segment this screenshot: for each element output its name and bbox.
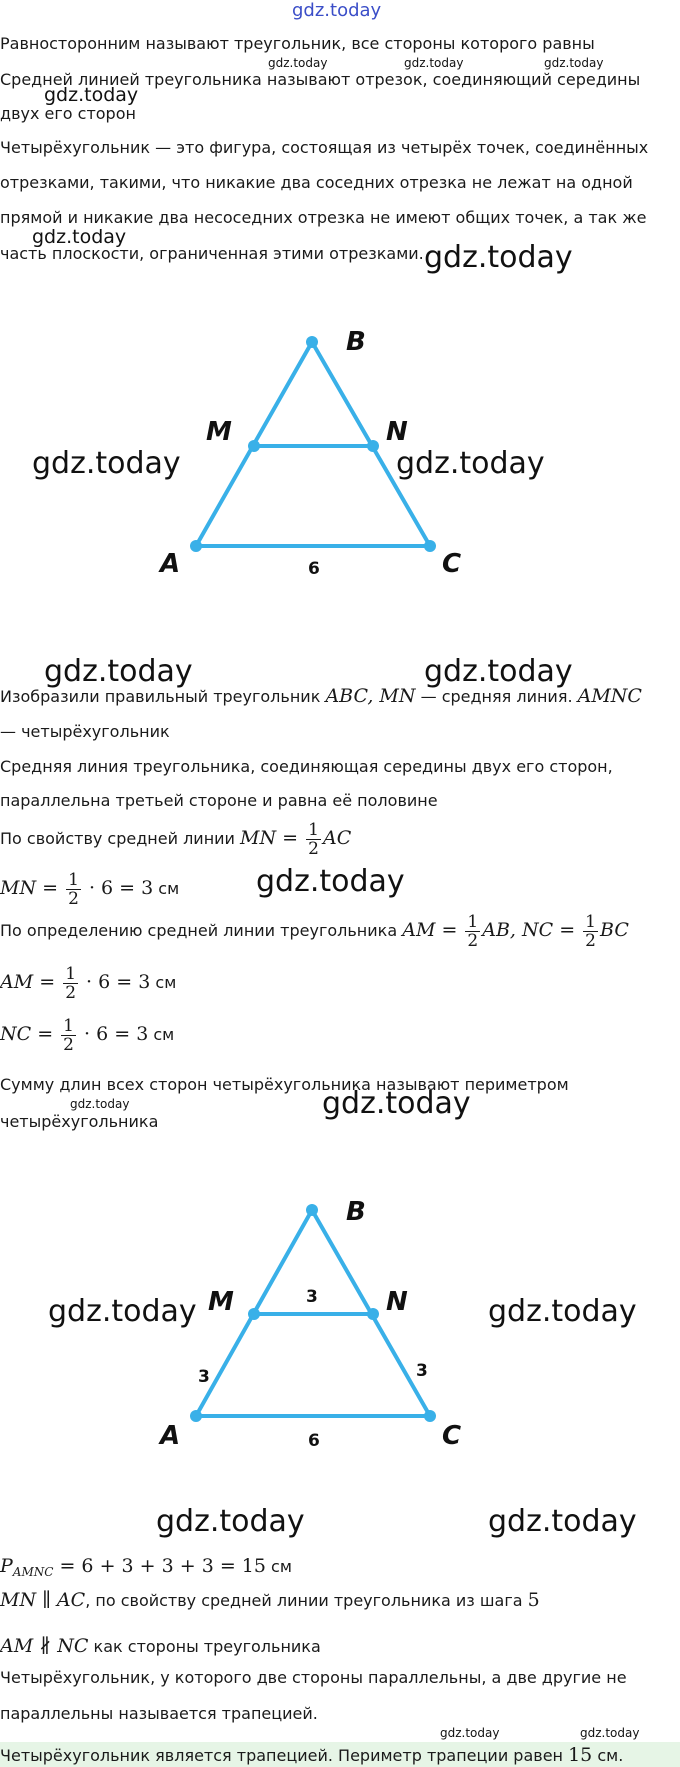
definition-quadrilateral-4: часть плоскости, ограниченная этими отрезками. bbox=[0, 244, 424, 263]
watermark: gdz.today bbox=[256, 864, 405, 899]
formula-nc-value: NC = $\frac{1}{2}$ · 6 = 3 см bbox=[0, 1016, 175, 1055]
watermark: gdz.today bbox=[488, 1294, 637, 1329]
watermark: gdz.today bbox=[404, 56, 464, 70]
watermark: gdz.today bbox=[32, 446, 181, 481]
vertex-m-label: M bbox=[208, 1287, 234, 1317]
watermark: gdz.today bbox=[424, 654, 573, 689]
definition-quadrilateral-3: прямой и никакие два несоседних отрезка не имеют общих точек, а так же bbox=[0, 208, 647, 227]
formula-am-value: AM = $\frac{1}{2}$ · 6 = 3 см bbox=[0, 964, 177, 1003]
vertex-a-label: A bbox=[160, 549, 181, 579]
watermark: gdz.today bbox=[580, 1726, 640, 1740]
watermark: gdz.today bbox=[322, 1086, 471, 1121]
perimeter-definition: Сумму длин всех сторон четырёхугольника называют периметром bbox=[0, 1075, 569, 1094]
side-am-label: 3 bbox=[198, 1367, 210, 1387]
midline-property-cont: параллельна третьей стороне и равна её половине bbox=[0, 791, 438, 810]
definition-midline-cont: двух его сторон bbox=[0, 104, 136, 123]
side-mn-label: 3 bbox=[306, 1287, 318, 1307]
vertex-b-label: B bbox=[346, 327, 366, 357]
perimeter-definition-cont: четырёхугольника bbox=[0, 1112, 159, 1131]
formula-mn-ac: По свойству средней линии MN = $\frac{1}{2}$ AC bbox=[0, 820, 352, 859]
vertex-c-label: C bbox=[442, 549, 462, 579]
definition-quadrilateral-2: отрезками, такими, что никакие два соседних отрезка не лежат на одной bbox=[0, 173, 633, 192]
vertex-b-label: B bbox=[346, 1197, 366, 1227]
watermark: gdz.today bbox=[32, 226, 127, 248]
midline-property: Средняя линия треугольника, соединяющая середины двух его сторон, bbox=[0, 757, 613, 776]
vertex-m-label: M bbox=[206, 417, 232, 447]
watermark: gdz.today bbox=[488, 1504, 637, 1539]
watermark: gdz.today bbox=[44, 84, 139, 106]
step-drawing-cont: — четырёхугольник bbox=[0, 722, 170, 741]
watermark: gdz.today bbox=[268, 56, 328, 70]
watermark: gdz.today bbox=[292, 0, 382, 21]
definition-midline: Средней линией треугольника называют отрезок, соединяющий середины bbox=[0, 70, 641, 89]
watermark: gdz.today bbox=[396, 446, 545, 481]
definition-quadrilateral: Четырёхугольник — это фигура, состоящая из четырёх точек, соединённых bbox=[0, 138, 649, 157]
formula-definition: По определению средней линии треугольника AM = $\frac{1}{2}$ AB, NC = $\frac{1}{2}$ BC bbox=[0, 912, 629, 951]
final-answer: Четырёхугольник является трапецией. Периметр трапеции равен 15 см. bbox=[0, 1744, 624, 1766]
watermark: gdz.today bbox=[440, 1726, 500, 1740]
formula-mn-value: MN = $\frac{1}{2}$ · 6 = 3 см bbox=[0, 870, 180, 909]
trapezoid-definition: Четырёхугольник, у которого две стороны параллельны, а две другие не bbox=[0, 1668, 627, 1687]
watermark: gdz.today bbox=[544, 56, 604, 70]
side-ac-label: 6 bbox=[308, 1431, 320, 1450]
vertex-n-label: N bbox=[386, 1287, 408, 1317]
side-nc-label: 3 bbox=[416, 1361, 428, 1381]
vertex-c-label: C bbox=[442, 1421, 462, 1450]
perimeter-formula: $P_{AMNC} = 6 + 3 + 3 + 3 = 15$ см bbox=[0, 1555, 292, 1580]
watermark: gdz.today bbox=[44, 654, 193, 689]
watermark: gdz.today bbox=[424, 240, 573, 275]
vertex-n-label: N bbox=[386, 417, 408, 447]
side-ac-label: 6 bbox=[308, 559, 320, 579]
trapezoid-definition-cont: параллельны называется трапецией. bbox=[0, 1704, 318, 1723]
watermark: gdz.today bbox=[156, 1504, 305, 1539]
vertex-a-label: A bbox=[160, 1421, 181, 1450]
nonparallel-statement: AM ∦ NC как стороны треугольника bbox=[0, 1635, 321, 1657]
watermark: gdz.today bbox=[70, 1097, 130, 1111]
watermark: gdz.today bbox=[48, 1294, 197, 1329]
parallel-statement: MN ∥ AC, по свойству средней линии треугольника из шага 5 bbox=[0, 1589, 540, 1611]
definition-equilateral: Равносторонним называют треугольник, все стороны которого равны bbox=[0, 34, 595, 53]
step-drawing: Изобразили правильный треугольник ABC, MN — средняя линия. AMNC bbox=[0, 685, 642, 707]
